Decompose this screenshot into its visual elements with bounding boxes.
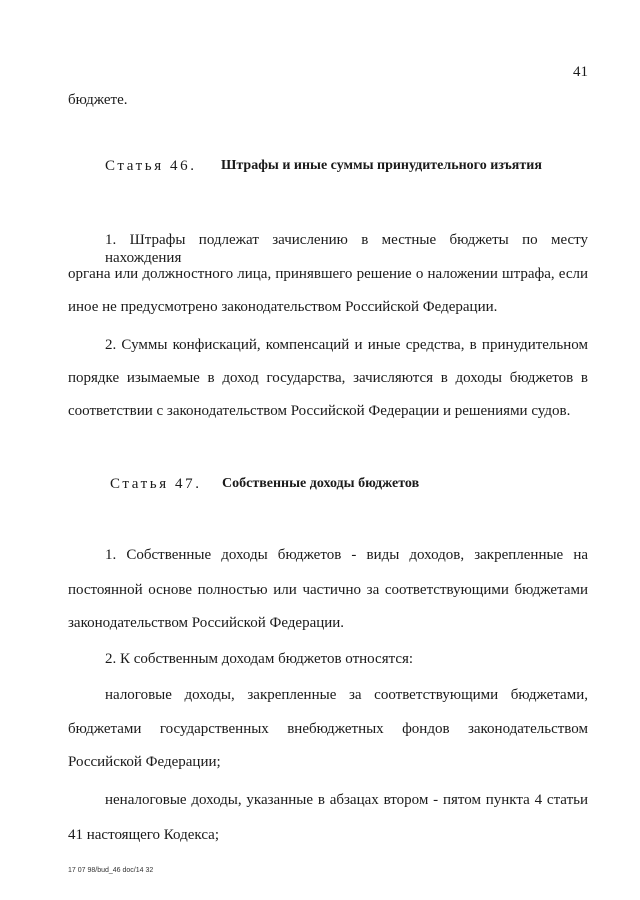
paragraph-line: 2. Суммы конфискаций, компенсаций и иные средства, в принудительном [105, 337, 588, 353]
paragraph-line: 1. Штрафы подлежат зачислению в местные бюджеты по месту нахождения [105, 232, 588, 266]
paragraph-line: неналоговые доходы, указанные в абзацах втором - пятом пункта 4 статьи [105, 792, 588, 808]
page-number: 41 [573, 64, 588, 80]
paragraph-line: 41 настоящего Кодекса; [68, 827, 219, 843]
paragraph-line: 1. Собственные доходы бюджетов - виды доходов, закрепленные на [105, 547, 588, 563]
paragraph-line: органа или должностного лица, принявшего решение о наложении штрафа, если [68, 266, 588, 282]
paragraph-line: постоянной основе полностью или частично за соответствующими бюджетами [68, 582, 588, 598]
paragraph-line: соответствии с законодательством Российской Федерации и решениями судов. [68, 403, 571, 419]
paragraph-line: иное не предусмотрено законодательством Российской Федерации. [68, 299, 498, 315]
footer-file-reference: 17 07 98/bud_46 doc/14 32 [68, 867, 154, 874]
paragraph-line: Российской Федерации; [68, 754, 221, 770]
paragraph-line: бюджетами государственных внебюджетных фондов законодательством [68, 721, 588, 737]
paragraph-line: порядке изымаемые в доход государства, зачисляются в доходы бюджетов в [68, 370, 588, 386]
paragraph-line: налоговые доходы, закрепленные за соответствующими бюджетами, [105, 687, 588, 703]
paragraph-line: бюджете. [68, 92, 128, 108]
article-47-title: Собственные доходы бюджетов [222, 476, 420, 491]
article-46-label: Статья 46. [105, 158, 197, 174]
paragraph-line: 2. К собственным доходам бюджетов относятся: [105, 651, 414, 667]
paragraph-line: законодательством Российской Федерации. [68, 615, 345, 631]
article-46-title: Штрафы и иные суммы принудительного изъятия [221, 158, 542, 173]
article-47-label: Статья 47. [110, 476, 202, 492]
